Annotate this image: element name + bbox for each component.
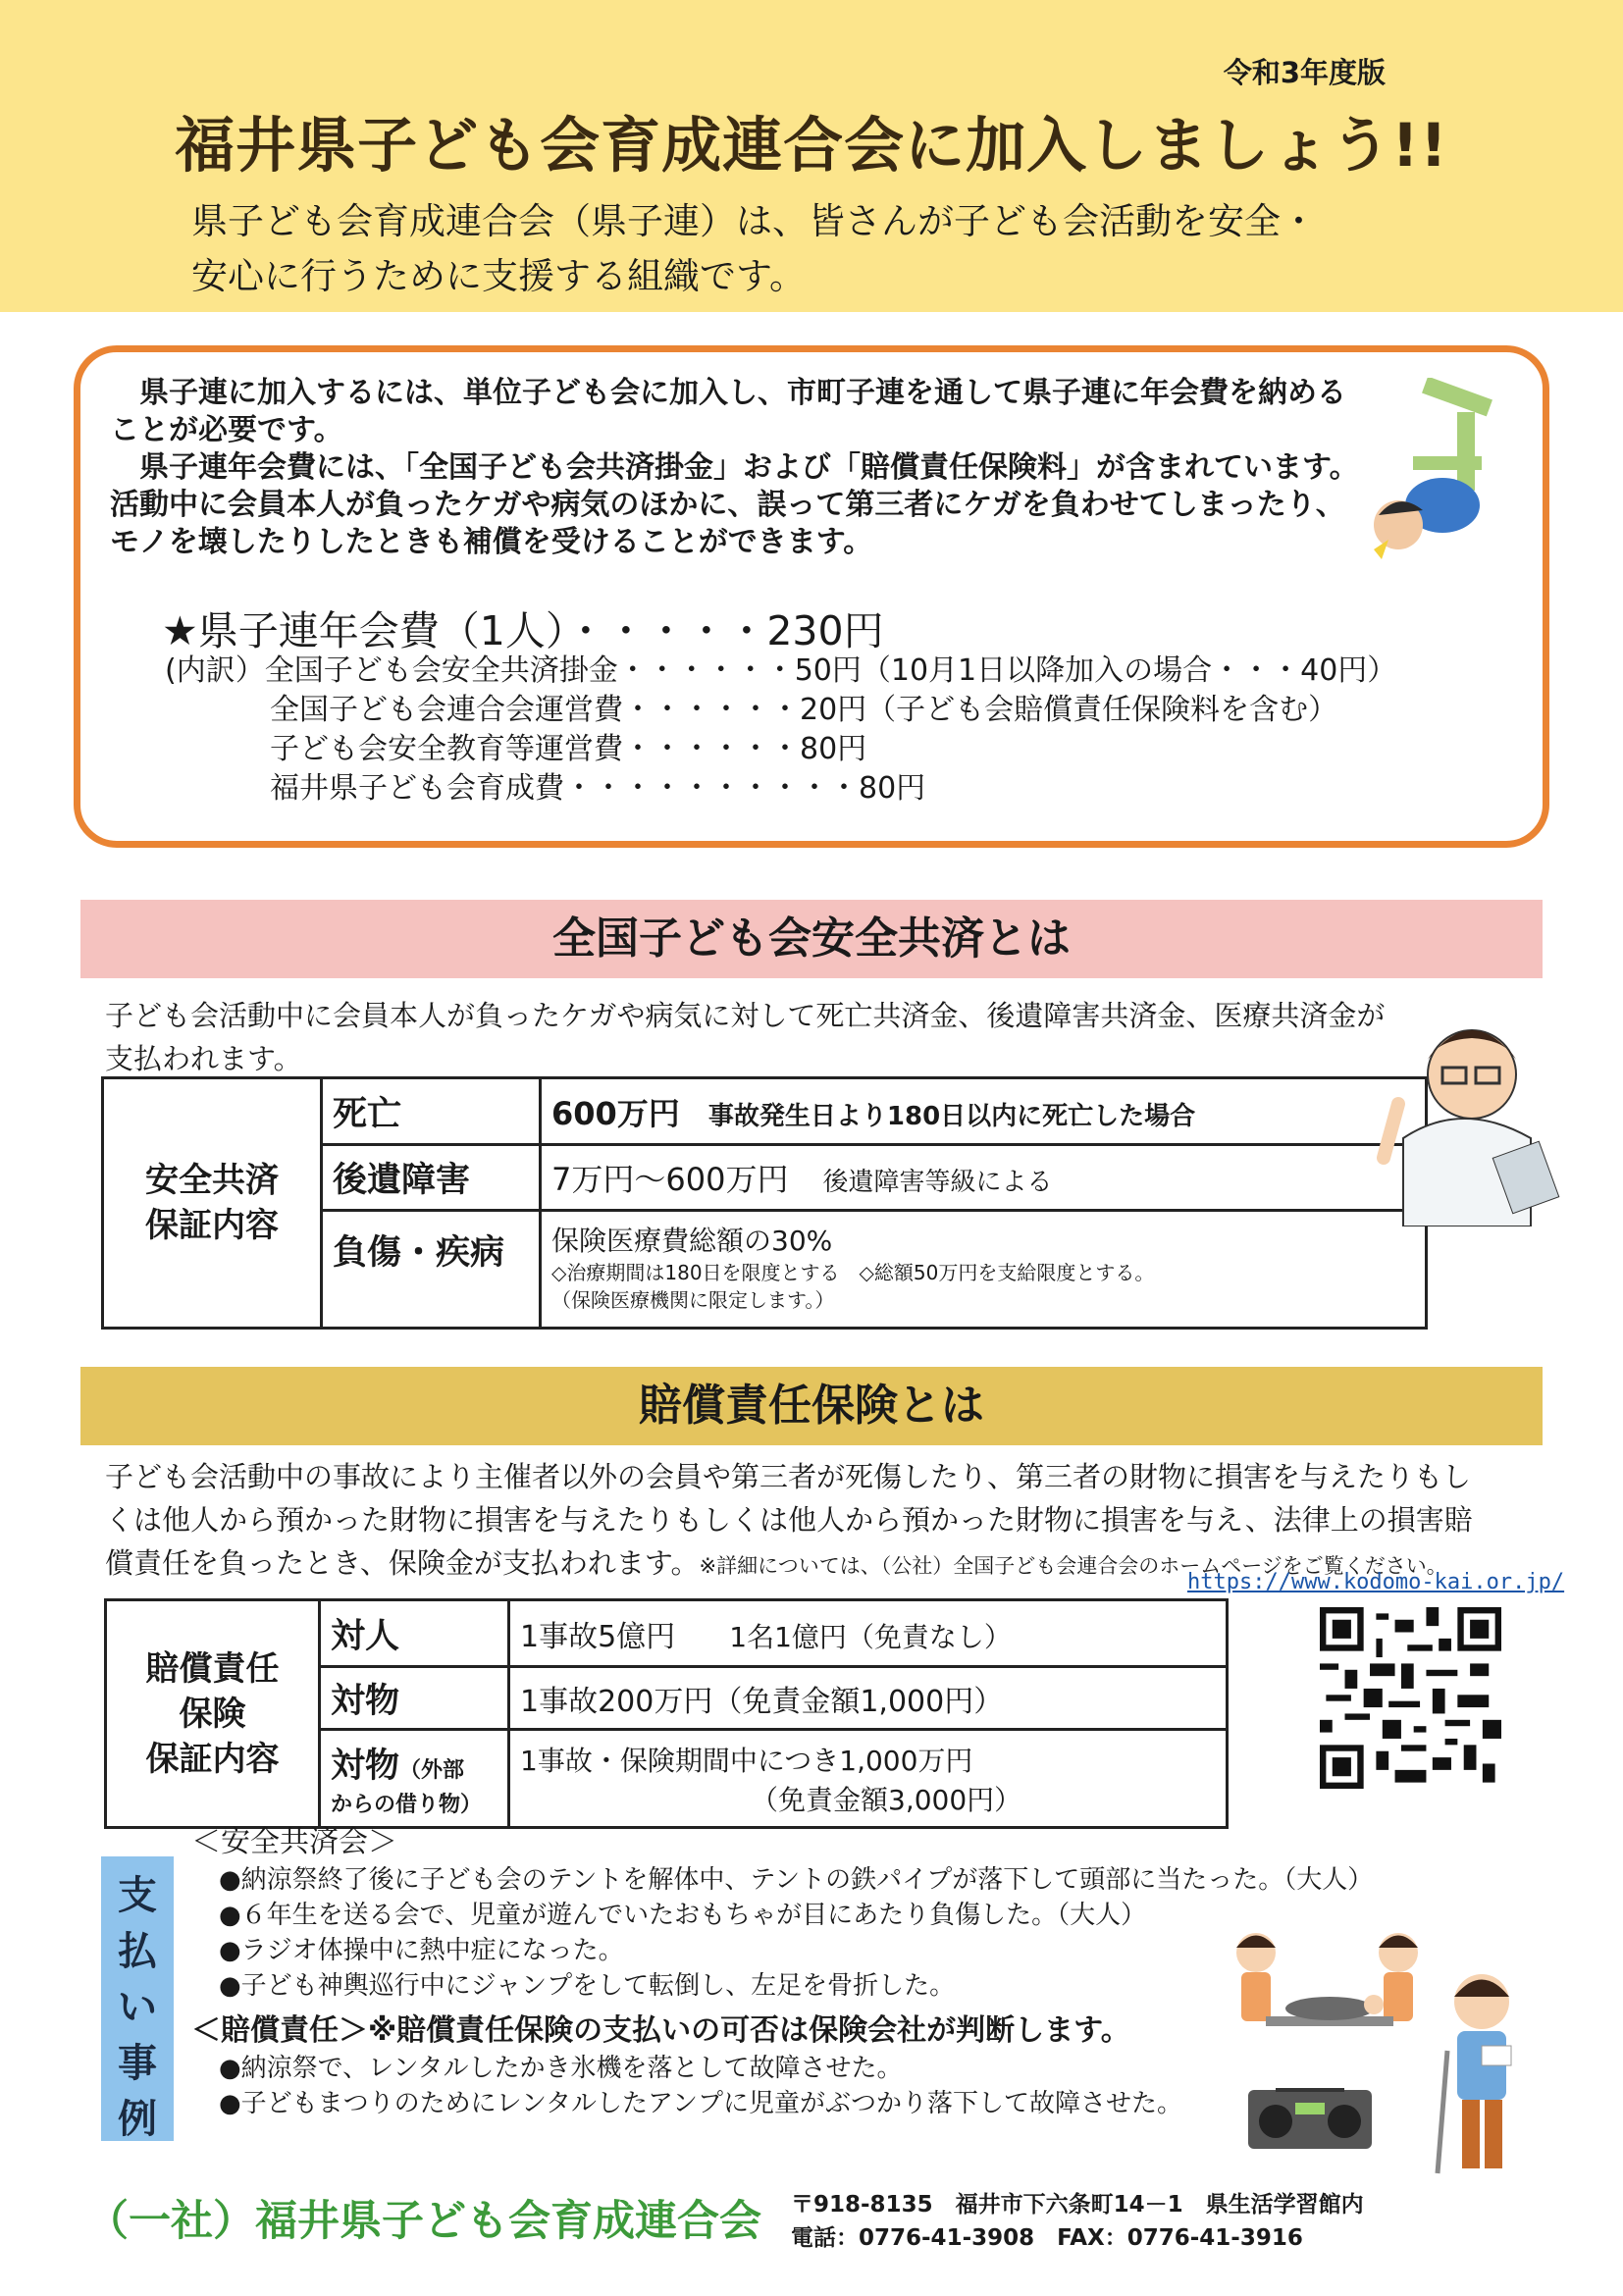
examples-side-label — [101, 1856, 174, 2141]
join-line: ことが必要です。 — [110, 413, 343, 447]
item-sublabel: （外部 — [399, 1758, 465, 1783]
qr-code — [1320, 1607, 1501, 1789]
stereo-illustration — [1246, 2078, 1374, 2152]
kyosai-value-death — [541, 1078, 1427, 1145]
kyosai-description — [105, 994, 1430, 1080]
kyosai-item-death: 死亡 — [322, 1078, 541, 1145]
desc-text: 償責任を負ったとき、保険金が支払われます。 — [105, 1546, 700, 1580]
kyosai-item-injury: 負傷・疾病 — [322, 1210, 541, 1328]
value-amount: 1事故・保険期間中につき1,000万円 — [520, 1744, 973, 1777]
kyosai-left-label — [103, 1078, 322, 1329]
join-line: 県子連に加入するには、単位子ども会に加入し、市町子連を通して県子連に年会費を納める — [110, 376, 1346, 410]
join-line: モノを壊したりしたときも補償を受けることができます。 — [110, 525, 873, 559]
stretcher-illustration — [1217, 1918, 1433, 2065]
kyosai-value-disability — [541, 1145, 1427, 1210]
phone-fax: 電話：0776-41-3908 FAX：0776-41-3916 — [791, 2225, 1303, 2251]
join-paragraph — [110, 375, 1386, 561]
section-heading-baisho: 賠償責任保険とは — [80, 1367, 1543, 1445]
value-note: ◇治療期間は180日を限度とする ◇総額50万円を支給限度とする。 — [551, 1260, 1155, 1284]
example-item: ●納涼祭で、レンタルしたかき氷機を落として故障させた。 — [219, 2054, 903, 2083]
intro-text — [191, 194, 1428, 304]
value-detail: 後遺障害等級による — [822, 1167, 1053, 1197]
join-line: 活動中に会員本人が負ったケガや病気のほかに、誤って第三者にケガを負わせてしまったり、 — [110, 488, 1345, 522]
value-amount: 7万円～600万円 — [551, 1160, 789, 1198]
injured-child-illustration — [1428, 1962, 1536, 2188]
value-amount: 保険医療費総額の30% — [551, 1224, 833, 1257]
item-sublabel: からの借り物） — [331, 1793, 483, 1817]
example-item: ●子ども神輿巡行中にジャンプをして転倒し、左足を骨折した。 — [219, 1971, 956, 2001]
value-detail: 1名1億円（免責なし） — [729, 1620, 1012, 1653]
baisho-table — [104, 1598, 1229, 1829]
example-item: ●子どもまつりのためにレンタルしたアンプに児童がぶつかり落下して故障させた。 — [219, 2089, 1182, 2118]
kyosai-table — [101, 1076, 1428, 1330]
side-char: い — [118, 1985, 157, 2030]
label-line: 保証内容 — [145, 1739, 280, 1779]
baisho-left-label — [106, 1600, 320, 1828]
fee-breakdown-line: 全国子ども会連合会運営費・・・・・・20円（子ども会賠償責任保険料を含む） — [270, 693, 1338, 727]
baisho-value-property: 1事故200万円（免責金額1,000円） — [509, 1667, 1228, 1730]
example-item: ●ラジオ体操中に熱中症になった。 — [219, 1936, 624, 1965]
desc-note: ※詳細については、（公社）全国子ども会連合会のホームページをご覧ください。 — [699, 1554, 1447, 1578]
teacher-pointing-illustration — [1364, 991, 1560, 1226]
page-title: 福井県子ども会育成連合会に加入しましょう!! — [175, 111, 1448, 181]
kyosai-item-disability: 後遺障害 — [322, 1145, 541, 1210]
desc-line: 子ども会活動中の事故により主催者以外の会員や第三者が死傷したり、第三者の財物に損害を与えたりもし — [105, 1460, 1472, 1493]
desc-line: 子ども会活動中に会員本人が負ったケガや病気に対して死亡共済金、後遺障害共済金、医療共済金が — [105, 999, 1386, 1032]
label-line: 賠償責任 — [145, 1648, 280, 1689]
desc-line: 支払われます。 — [105, 1042, 302, 1075]
fee-breakdown-line: 福井県子ども会育成費・・・・・・・・・・80円 — [270, 771, 926, 806]
value-detail: 事故発生日より180日以内に死亡した場合 — [707, 1101, 1196, 1131]
intro-line: 安心に行うために支援する組織です。 — [191, 255, 807, 297]
baisho-value-borrowed — [509, 1730, 1228, 1828]
contact-info — [791, 2188, 1364, 2255]
value-detail: （免責金額3,000円） — [751, 1783, 1022, 1816]
item-label: 対物 — [331, 1747, 400, 1786]
label-line: 保険 — [179, 1694, 246, 1734]
side-char: 例 — [118, 2097, 157, 2142]
website-link[interactable]: https://www.kodomo-kai.or.jp/ — [1187, 1570, 1565, 1594]
baisho-item-borrowed — [320, 1730, 509, 1828]
section-heading-kyosai: 全国子ども会安全共済とは — [80, 900, 1543, 978]
fee-breakdown-line: 子ども会安全教育等運営費・・・・・・80円 — [270, 732, 867, 766]
label-line: 安全共済 — [145, 1161, 279, 1200]
side-char: 支 — [118, 1873, 157, 1918]
side-char: 払 — [118, 1929, 157, 1974]
kyosai-value-injury — [541, 1210, 1427, 1328]
value-note: （保険医療機関に限定します。） — [551, 1287, 835, 1312]
examples-kyosai-heading: ＜安全共済会＞ — [191, 1825, 397, 1859]
fee-breakdown-line: (内訳）全国子ども会安全共済掛金・・・・・・50円（10月1日以降加入の場合・・・40円） — [165, 653, 1397, 688]
label-line: 保証内容 — [145, 1206, 279, 1245]
join-line: 県子連年会費には、「全国子ども会共済掛金」および「賠償責任保険料」が含まれています。 — [110, 450, 1359, 485]
annual-fee: ★県子連年会費（1人）・・・・・230円 — [162, 607, 884, 654]
value-amount: 1事故5億円 — [520, 1619, 676, 1654]
examples-baisho-heading: ＜賠償責任＞※賠償責任保険の支払いの可否は保険会社が判断します。 — [191, 2013, 1130, 2048]
baisho-item-property: 対物 — [320, 1667, 509, 1730]
baisho-description — [105, 1455, 1518, 1588]
address: 〒918-8135 福井市下六条町14－1 県生活学習館内 — [791, 2192, 1364, 2218]
example-item: ●納涼祭終了後に子ども会のテントを解体中、テントの鉄パイプが落下して頭部に当たった。（大人） — [219, 1865, 1374, 1895]
side-char: 事 — [118, 2041, 157, 2086]
value-amount: 600万円 — [551, 1094, 680, 1132]
desc-line: くは他人から預かった財物に損害を与えたりもしくは他人から預かった財物に損害を与え、法律上の損害賠 — [105, 1503, 1473, 1537]
edition-label: 令和3年度版 — [1223, 56, 1386, 89]
intro-line: 県子ども会育成連合会（県子連）は、皆さんが子ども会活動を安全・ — [191, 200, 1317, 242]
falling-child-illustration — [1354, 378, 1526, 564]
organization-name: （一社）福井県子ども会育成連合会 — [86, 2197, 761, 2246]
baisho-value-person — [509, 1600, 1228, 1667]
example-item: ●６年生を送る会で、児童が遊んでいたおもちゃが目にあたり負傷した。（大人） — [219, 1901, 1147, 1930]
baisho-item-person: 対人 — [320, 1600, 509, 1667]
